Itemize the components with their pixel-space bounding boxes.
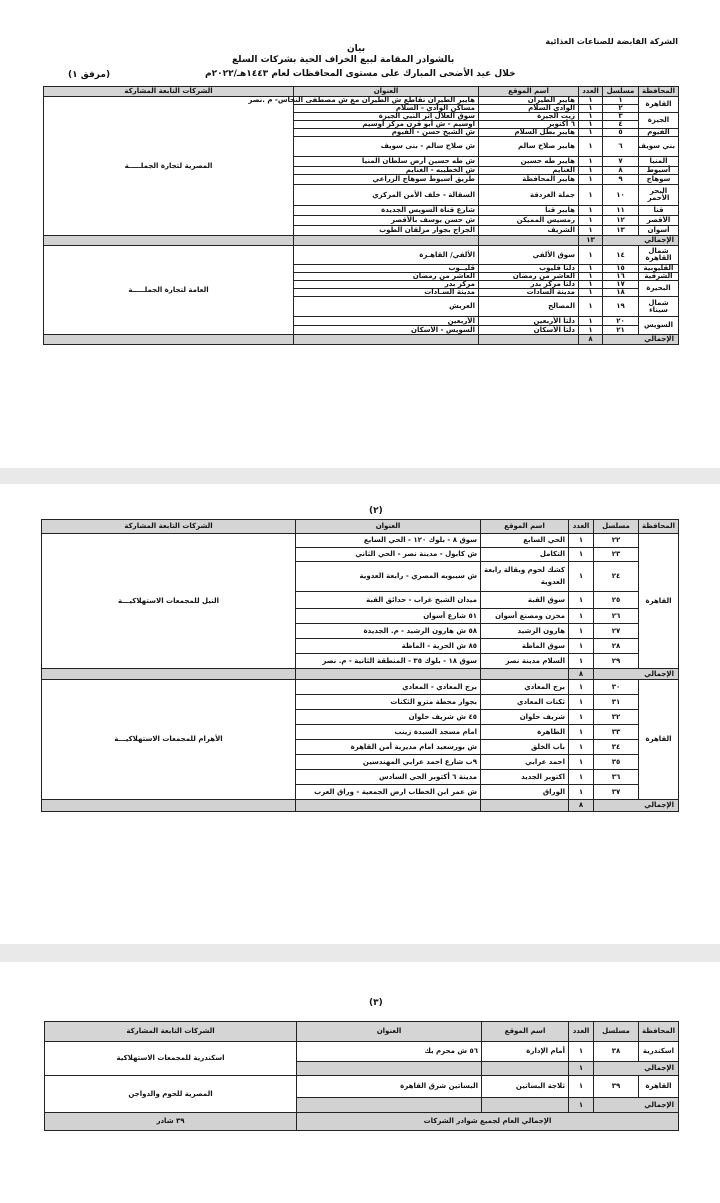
total-row <box>44 335 679 345</box>
count-cell: ١ <box>579 273 603 281</box>
site-cell: الغنايم <box>479 167 579 175</box>
count-cell: ١ <box>569 785 594 800</box>
serial-cell: ٥ <box>603 129 639 137</box>
serial-cell: ٢٥ <box>594 592 639 609</box>
header-company: الشركات التابعة المشاركة <box>44 87 294 97</box>
site-cell: الوراق <box>481 785 569 800</box>
count-cell: ١ <box>569 710 594 725</box>
site-cell: الطاهرة <box>481 725 569 740</box>
address-cell: مركز بدر <box>294 281 479 289</box>
attachment-label: (مرفق ١) <box>68 70 111 80</box>
address-cell: ميدان الشيخ غراب - حدائق القبة <box>296 592 481 609</box>
total-row <box>42 800 679 812</box>
count-cell: ١ <box>579 97 603 105</box>
header-serial: مسلسل <box>603 87 639 97</box>
header-gov: المحافظة <box>639 1022 679 1042</box>
page-2 <box>0 484 720 944</box>
count-cell: ١ <box>579 317 603 326</box>
gov-cell: أسوان <box>639 226 679 236</box>
total-label: الإجمالي <box>594 800 679 812</box>
count-cell: ١ <box>579 226 603 236</box>
site-cell: هايبر قنا <box>479 206 579 216</box>
header-company: الشركات التابعة المشاركة <box>45 1022 297 1042</box>
header-address: العنوان <box>294 87 479 97</box>
count-cell: ١ <box>569 592 594 609</box>
address-cell: ش طه حسين أرض سلطان المنيا <box>294 157 479 167</box>
grand-total-value: ٣٩ شادر <box>45 1113 297 1131</box>
site-cell: مدينة السادات <box>479 289 579 297</box>
table-row <box>45 1042 679 1062</box>
site-cell: دلتا الأربعين <box>479 317 579 326</box>
company-cell: اسكندرية للمجمعات الاستهلاكية <box>45 1042 297 1076</box>
header-count: العدد <box>569 1022 594 1042</box>
serial-cell: ٢٢ <box>594 534 639 548</box>
statement-title: بيان <box>347 44 366 54</box>
header-company: الشركات التابعة المشاركة <box>42 520 296 534</box>
address-cell: مساكن الوادي - السلام <box>294 105 479 113</box>
table-row <box>44 246 679 265</box>
address-cell: ش سيبويه المصري - رابعة العدوية <box>296 562 481 592</box>
subtitle-2: خلال عيد الأضحى المبارك على مستوى المحافظات لعام ١٤٤٣هـ/٢٠٢٢م <box>205 69 516 79</box>
gov-cell: القليوبية <box>639 265 679 273</box>
table-row <box>45 1076 679 1098</box>
total-label: الإجمالي <box>603 236 679 246</box>
site-cell: أمام الإدارة <box>482 1042 569 1062</box>
site-cell: السلام مدينة نصر <box>481 654 569 669</box>
site-cell: كشك لحوم وبقالة رابعة العدوية <box>481 562 569 592</box>
count-cell: ١ <box>569 548 594 562</box>
address-cell: الأربعين <box>294 317 479 326</box>
header-gov: المحافظة <box>639 520 679 534</box>
header-site: اسم الموقع <box>479 87 579 97</box>
serial-cell: ٣٢ <box>594 710 639 725</box>
serial-cell: ٣٧ <box>594 785 639 800</box>
site-cell: دلتا قليوب <box>479 265 579 273</box>
serial-cell: ٣٣ <box>594 725 639 740</box>
serial-cell: ١٥ <box>603 265 639 273</box>
count-cell: ١ <box>579 113 603 121</box>
site-cell: الوادي السلام <box>479 105 579 113</box>
count-cell: ١ <box>579 281 603 289</box>
count-cell: ١ <box>569 534 594 548</box>
address-cell: برج المعادي - المعادي <box>296 680 481 695</box>
address-cell: ش بورسعيد امام مديرية أمن القاهرة <box>296 740 481 755</box>
total-label: الإجمالي <box>594 1062 679 1076</box>
total-label: الإجمالي <box>603 335 679 345</box>
company-cell: العامة لتجارة الجملـــــة <box>44 246 294 335</box>
serial-cell: ٧ <box>603 157 639 167</box>
serial-cell: ١١ <box>603 206 639 216</box>
header-count: العدد <box>569 520 594 534</box>
address-cell: شارع قناة السويس الجديدة <box>294 206 479 216</box>
address-cell: ش كابول - مدينة نصر - الحي الثاني <box>296 548 481 562</box>
site-cell: شريف حلوان <box>481 710 569 725</box>
total-value: ٨ <box>579 335 603 345</box>
site-cell: العاشر من رمضان <box>479 273 579 281</box>
gov-cell: اسكندرية <box>639 1042 679 1062</box>
serial-cell: ١ <box>603 97 639 105</box>
count-cell: ١ <box>579 167 603 175</box>
count-cell: ١ <box>579 289 603 297</box>
site-cell: التكامل <box>481 548 569 562</box>
total-value: ٨ <box>569 800 594 812</box>
header-site: اسم الموقع <box>482 1022 569 1042</box>
serial-cell: ٩ <box>603 175 639 185</box>
table-row <box>42 680 679 695</box>
address-cell: العريش <box>294 297 479 317</box>
serial-cell: ١٠ <box>603 185 639 206</box>
gov-cell: الأقصر <box>639 216 679 226</box>
address-cell: العاشر من رمضان <box>294 273 479 281</box>
address-cell: مدينة السـادات <box>294 289 479 297</box>
site-cell: مخزن ومصنع أسوان <box>481 609 569 624</box>
address-cell: ش الشيخ حسن - الفيوم <box>294 129 479 137</box>
site-cell: هايبر الطيران <box>479 97 579 105</box>
site-cell: هارون الرشيد <box>481 624 569 639</box>
serial-cell: ٦ <box>603 137 639 157</box>
total-label: الإجمالي <box>594 1098 679 1113</box>
serial-cell: ١٦ <box>603 273 639 281</box>
gov-cell: القاهرة <box>639 1076 679 1098</box>
address-cell: السقالة - خلف الأمن المركزي <box>294 185 479 206</box>
count-cell: ١ <box>579 246 603 265</box>
site-cell: الشريف <box>479 226 579 236</box>
serial-cell: ٢٣ <box>594 548 639 562</box>
total-row <box>42 669 679 680</box>
address-cell: الألفي/ القاهـرة <box>294 246 479 265</box>
gov-cell: الفيوم <box>639 129 679 137</box>
serial-cell: ٢١ <box>603 326 639 335</box>
site-cell: سوق الماظة <box>481 639 569 654</box>
company-cell: الأهرام للمجمعات الاستهلاكيـــة <box>42 680 296 800</box>
gov-cell: شمال القاهرة <box>639 246 679 265</box>
count-cell: ١ <box>569 1042 594 1062</box>
serial-cell: ١٤ <box>603 246 639 265</box>
serial-cell: ٣٠ <box>594 680 639 695</box>
serial-cell: ٢٧ <box>594 624 639 639</box>
gov-cell: أسيوط <box>639 167 679 175</box>
site-cell: هايبر المحافظة <box>479 175 579 185</box>
serial-cell: ٣ <box>603 113 639 121</box>
site-cell: هايبر صلاح سالم <box>479 137 579 157</box>
serial-cell: ٢٨ <box>594 639 639 654</box>
count-cell: ١ <box>569 609 594 624</box>
site-cell: سوق الألفي <box>479 246 579 265</box>
count-cell: ١ <box>579 326 603 335</box>
site-cell: دلتا مركز بدر <box>479 281 579 289</box>
address-cell: هايبر الطيران تقاطع ش الطيران مع ش مصطفى النحاس- م .نصر <box>294 97 479 105</box>
total-value: ١ <box>569 1098 594 1113</box>
gov-cell: البحيرة <box>639 281 679 297</box>
total-value: ٨ <box>569 669 594 680</box>
page-1 <box>0 0 720 468</box>
table-header-row <box>44 87 679 97</box>
header-site: اسم الموقع <box>481 520 569 534</box>
address-cell: امام مسجد السيدة زينب <box>296 725 481 740</box>
site-cell: ثكنات المعادي <box>481 695 569 710</box>
header-address: العنوان <box>297 1022 482 1042</box>
site-cell: سوق القبة <box>481 592 569 609</box>
gov-cell: القاهرة <box>639 680 679 800</box>
serial-cell: ٢٤ <box>594 562 639 592</box>
gov-cell: المنيا <box>639 157 679 167</box>
count-cell: ١ <box>569 639 594 654</box>
table-page-3 <box>44 1021 679 1131</box>
gov-cell: سوهاج <box>639 175 679 185</box>
count-cell: ١ <box>569 725 594 740</box>
serial-cell: ١٩ <box>603 297 639 317</box>
count-cell: ١ <box>569 770 594 785</box>
address-cell: الجراج بجوار مزلقان الطوب <box>294 226 479 236</box>
header-serial: مسلسل <box>594 1022 639 1042</box>
gov-cell: بني سويف <box>639 137 679 157</box>
address-cell: سوق الغلال اثر النبي الجيزة <box>294 113 479 121</box>
address-cell: مدينة ٦ أكتوبر الحي السادس <box>296 770 481 785</box>
site-cell: زيت الجيزة <box>479 113 579 121</box>
address-cell: ش حسن يوسف بالأقصر <box>294 216 479 226</box>
header-count: العدد <box>579 87 603 97</box>
site-cell: ثلاجة البساتين <box>482 1076 569 1098</box>
company-cell: المصرية لتجارة الجملـــــة <box>44 97 294 236</box>
serial-cell: ٣٨ <box>594 1042 639 1062</box>
company-cell: النيل للمجمعات الاستهلاكيـــة <box>42 534 296 669</box>
serial-cell: ٨ <box>603 167 639 175</box>
site-cell: ٦ أكتوبر <box>479 121 579 129</box>
serial-cell: ٣٥ <box>594 755 639 770</box>
site-cell: المصالح <box>479 297 579 317</box>
table-row <box>44 97 679 105</box>
address-cell: البساتين شرق القاهرة <box>297 1076 482 1098</box>
site-cell: هايبر طه حسين <box>479 157 579 167</box>
count-cell: ١ <box>569 755 594 770</box>
address-cell: ٥١ شارع أسوان <box>296 609 481 624</box>
site-cell: الحي السابع <box>481 534 569 548</box>
address-cell: ٥٦ ش محرم بك <box>297 1042 482 1062</box>
site-cell: جملة الغردقة <box>479 185 579 206</box>
serial-cell: ٢٩ <box>594 654 639 669</box>
count-cell: ١ <box>579 129 603 137</box>
table-row <box>42 534 679 548</box>
page-3 <box>0 962 720 1203</box>
company-name: الشركة القابضة للصناعات الغذائية <box>545 37 678 46</box>
count-cell: ١ <box>579 137 603 157</box>
company-cell: المصرية للحوم والدواجن <box>45 1076 297 1113</box>
address-cell: قليــوب <box>294 265 479 273</box>
header-serial: مسلسل <box>594 520 639 534</box>
address-cell: اوسيم - ش أبو قرن مركز اوسيم <box>294 121 479 129</box>
count-cell: ١ <box>569 654 594 669</box>
gov-cell: قنا <box>639 206 679 216</box>
grand-total-row <box>45 1113 679 1131</box>
address-cell: السويس - الأسكان <box>294 326 479 335</box>
header-gov: المحافظة <box>639 87 679 97</box>
count-cell: ١ <box>579 265 603 273</box>
gov-cell: القاهرة <box>639 534 679 669</box>
address-cell: ٨٥ ش الحرية - الماظة <box>296 639 481 654</box>
count-cell: ١ <box>569 1076 594 1098</box>
count-cell: ١ <box>569 624 594 639</box>
count-cell: ١ <box>579 216 603 226</box>
gov-cell: البحر الأحمر <box>639 185 679 206</box>
address-cell: ٩ب شارع احمد عرابي المهندسين <box>296 755 481 770</box>
serial-cell: ٣١ <box>594 695 639 710</box>
serial-cell: ٢ <box>603 105 639 113</box>
gov-cell: السويس <box>639 317 679 335</box>
site-cell: دلتا الأسكان <box>479 326 579 335</box>
address-cell: ٤٥ ش شريف حلوان <box>296 710 481 725</box>
total-row <box>44 236 679 246</box>
count-cell: ١ <box>579 297 603 317</box>
total-value: ١ <box>569 1062 594 1076</box>
count-cell: ١ <box>579 157 603 167</box>
total-value: ١٣ <box>579 236 603 246</box>
gov-cell: الشرقية <box>639 273 679 281</box>
address-cell: ش صلاح سالم - بنى سويف <box>294 137 479 157</box>
count-cell: ١ <box>579 206 603 216</box>
subtitle-1: بالشوادر المقامة لبيع الخراف الحية بشركات السلع <box>232 55 455 65</box>
count-cell: ١ <box>579 185 603 206</box>
gov-cell: القاهرة <box>639 97 679 113</box>
header-address: العنوان <box>296 520 481 534</box>
address-cell: طريق أسيوط سوهاج الزراعي <box>294 175 479 185</box>
address-cell: ش الخطيبه - الغنايم <box>294 167 479 175</box>
serial-cell: ١٨ <box>603 289 639 297</box>
gov-cell: الجيزة <box>639 113 679 129</box>
site-cell: هايبر بطل السلام <box>479 129 579 137</box>
count-cell: ١ <box>569 680 594 695</box>
serial-cell: ٢٠ <box>603 317 639 326</box>
site-cell: برج المعادي <box>481 680 569 695</box>
count-cell: ١ <box>579 175 603 185</box>
table-page-2 <box>41 519 679 812</box>
table-page-1 <box>43 86 679 345</box>
serial-cell: ٣٩ <box>594 1076 639 1098</box>
table-header-row <box>45 1022 679 1042</box>
page-number: (٣) <box>369 998 383 1008</box>
serial-cell: ٤ <box>603 121 639 129</box>
serial-cell: ٢٦ <box>594 609 639 624</box>
count-cell: ١ <box>579 105 603 113</box>
address-cell: سوق ٨ - بلوك ١٢٠ - الحي السابع <box>296 534 481 548</box>
site-cell: اكتوبر الجديد <box>481 770 569 785</box>
page-number: (٢) <box>369 506 383 516</box>
table-header-row <box>42 520 679 534</box>
serial-cell: ١٢ <box>603 216 639 226</box>
serial-cell: ١٧ <box>603 281 639 289</box>
serial-cell: ٣٦ <box>594 770 639 785</box>
site-cell: احمد عرابي <box>481 755 569 770</box>
gov-cell: شمال سيناء <box>639 297 679 317</box>
count-cell: ١ <box>569 562 594 592</box>
address-cell: بجوار محطة مترو الثكنات <box>296 695 481 710</box>
address-cell: ش عمر ابن الخطاب ارض الجمعية - وراق العرب <box>296 785 481 800</box>
address-cell: سوق ١٨ - بلوك ٣٥ - المنطقة الثانية - م. نصر <box>296 654 481 669</box>
serial-cell: ٣٤ <box>594 740 639 755</box>
serial-cell: ١٣ <box>603 226 639 236</box>
count-cell: ١ <box>569 695 594 710</box>
site-cell: باب الخلق <box>481 740 569 755</box>
grand-total-label: الإجمالي العام لجميع شوادر الشركات <box>297 1113 679 1131</box>
address-cell: ٥٨ ش هارون الرشيد - م. الجديدة <box>296 624 481 639</box>
total-label: الإجمالي <box>594 669 679 680</box>
count-cell: ١ <box>579 121 603 129</box>
site-cell: رمسيس المميكن <box>479 216 579 226</box>
count-cell: ١ <box>569 740 594 755</box>
